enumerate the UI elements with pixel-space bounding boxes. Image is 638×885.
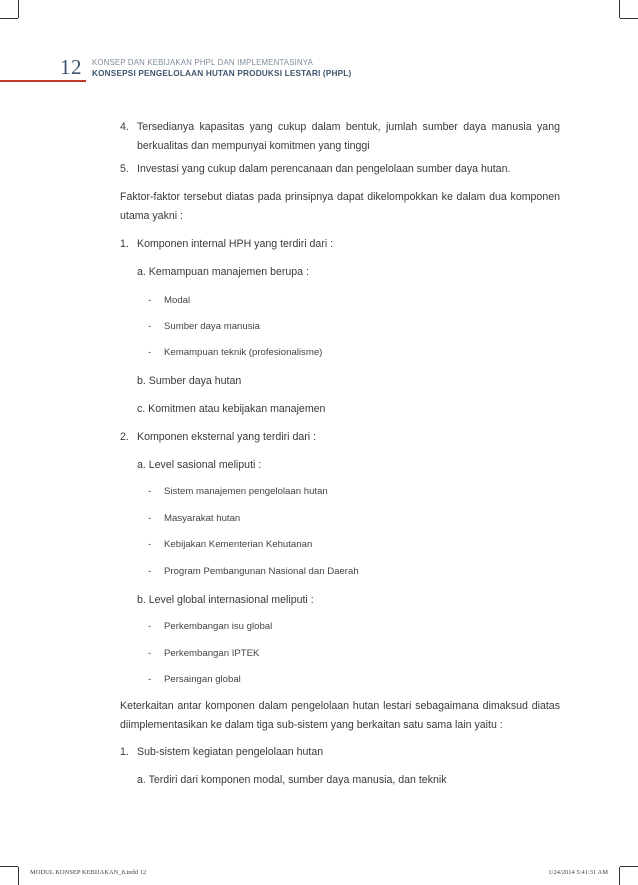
dash-bullet: - <box>148 539 152 550</box>
crop-mark <box>620 18 638 19</box>
dash-bullet: - <box>148 347 152 358</box>
bullet-text: Persaingan global <box>164 674 241 685</box>
crop-mark <box>18 867 19 885</box>
bullet-text: Kebijakan Kementerian Kehutanan <box>164 539 313 550</box>
list-number: 1. <box>120 746 129 758</box>
list-item-text: Komponen eksternal yang terdiri dari : <box>137 431 317 443</box>
list-number: 2. <box>120 431 129 443</box>
sub-item: a. Kemampuan manajemen berupa : <box>137 266 309 278</box>
bullet-text: Modal <box>164 295 191 306</box>
crop-mark <box>619 867 620 885</box>
dash-bullet: - <box>148 486 152 497</box>
footer-timestamp: 1/24/2014 5:41:31 AM <box>548 869 608 876</box>
header-rule <box>0 80 86 82</box>
bullet-text: Sumber daya manusia <box>164 321 260 332</box>
crop-mark <box>619 0 620 18</box>
bullet-text: Program Pembangunan Nasional dan Daerah <box>164 566 359 577</box>
crop-mark <box>620 866 638 867</box>
crop-mark <box>18 0 19 18</box>
crop-mark <box>0 866 18 867</box>
list-item-text: Tersedianya kapasitas yang cukup dalam bentuk, jumlah sumber daya manusia yang <box>137 121 560 133</box>
list-number: 1. <box>120 238 129 250</box>
header-title: KONSEPSI PENGELOLAAN HUTAN PRODUKSI LESTARI (PHPL) <box>92 69 352 78</box>
sub-item: a. Terdiri dari komponen modal, sumber daya manusia, dan teknik <box>137 774 447 786</box>
page-number: 12 <box>60 55 82 79</box>
crop-mark <box>0 18 18 19</box>
dash-bullet: - <box>148 295 152 306</box>
dash-bullet: - <box>148 566 152 577</box>
running-header <box>92 58 351 79</box>
paragraph-line: Faktor-faktor tersebut diatas pada prinsipnya dapat dikelompokkan ke dalam dua komponen <box>120 191 560 203</box>
list-number: 5. <box>120 163 129 175</box>
sub-item: c. Komitmen atau kebijakan manajemen <box>137 403 326 415</box>
bullet-text: Sistem manajemen pengelolaan hutan <box>164 486 328 497</box>
sub-item: b. Level global internasional meliputi : <box>137 594 314 606</box>
bullet-text: Perkembangan IPTEK <box>164 648 260 659</box>
sub-item: b. Sumber daya hutan <box>137 375 242 387</box>
list-number: 4. <box>120 121 129 133</box>
dash-bullet: - <box>148 321 152 332</box>
list-item-text: berkualitas dan mempunyai komitmen yang tinggi <box>137 140 370 152</box>
dash-bullet: - <box>148 621 152 632</box>
paragraph-line: diimplementasikan ke dalam tiga sub-sistem yang berkaitan satu sama lain yaitu : <box>120 719 503 731</box>
bullet-text: Masyarakat hutan <box>164 513 241 524</box>
dash-bullet: - <box>148 674 152 685</box>
paragraph-line: Keterkaitan antar komponen dalam pengelolaan hutan lestari sebagaimana dimaksud diatas <box>120 700 560 712</box>
bullet-text: Kemampuan teknik (profesionalisme) <box>164 347 323 358</box>
footer-filename: MODUL KONSEP KEBIJAKAN_8.indd 12 <box>30 869 147 876</box>
list-item-text: Komponen internal HPH yang terdiri dari : <box>137 238 334 250</box>
dash-bullet: - <box>148 513 152 524</box>
header-subtitle: KONSEP DAN KEBIJAKAN PHPL DAN IMPLEMENTASINYA <box>92 58 314 67</box>
paragraph-line: utama yakni : <box>120 210 184 222</box>
dash-bullet: - <box>148 648 152 659</box>
sub-item: a. Level sasional meliputi : <box>137 459 262 471</box>
list-item-text: Sub-sistem kegiatan pengelolaan hutan <box>137 746 324 758</box>
list-item-text: Investasi yang cukup dalam perencanaan dan pengelolaan sumber daya hutan. <box>137 163 511 175</box>
bullet-text: Perkembangan isu global <box>164 621 273 632</box>
